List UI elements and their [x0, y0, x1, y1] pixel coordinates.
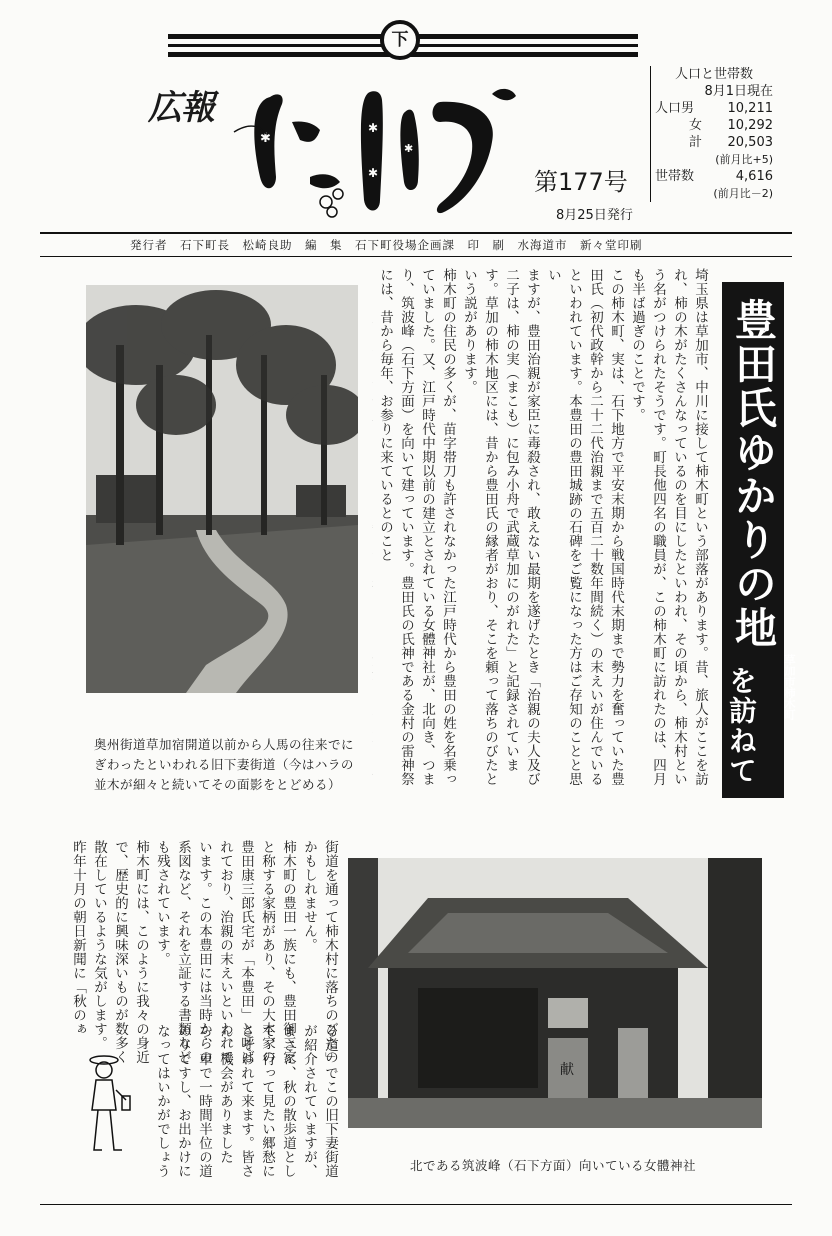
- paragraph: る道」でこの旧下妻街道が紹介されていますが、まさに、秋の散歩道として、行って見たい郷愁にさそわれて来ます。皆さん、機会がありましたら、車で一時間半位の道のりですし、お出かけになってはいかがでしょう: [154, 1024, 338, 1178]
- stats-as-of: 8月1日現在: [704, 84, 773, 99]
- stats-households: 世帯数 4,616: [655, 169, 773, 184]
- photo-shrine-caption: 北である筑波峰（石下方面）向いている女體神社: [410, 1158, 697, 1173]
- article-columns-bottom-continued: [152, 1024, 340, 1184]
- issue-date: 8月25日発行: [556, 208, 633, 223]
- paragraph: 柿木町の豊田一族にも、豊田御三家と称する家柄があり、その大本家の豊田康三郎氏宅が「本豊田」と呼ばれており、治親の末えいといわれています。この本豊田には当時からの系図など、それを立証する書類なども残されています。: [154, 840, 296, 1064]
- paragraph: [372, 268, 374, 790]
- svg-text:✱: ✱: [368, 166, 379, 180]
- paragraph: 柿木町には、このように我々の身近で、歴史的に興味深いものが数多く散在しているような気がします。: [91, 840, 149, 1064]
- photo-old-road-caption: 奥州街道草加宿開道以前から人馬の往来でにぎわったといわれる旧下妻街道（今はハラの並木が細々と続いてその面影をとどめる）: [94, 737, 355, 792]
- paragraph: 街道を通って柿木村に落ちのびたのかもしれません。: [301, 840, 338, 1064]
- issue-number: 第177号: [534, 168, 628, 196]
- paragraph: 柿木町の住民の多くが、苗字帯刀も許されなかった江戸時代から豊田の姓を名乗っていました。又、江戸時代中期以前の建立とされている女體神社が、北向き、つまり、筑波峰（石下方面）を向いて建っています。豊田氏の氏神である金村の雷神祭には、昔から毎年、お参りに来ているとのこと: [377, 268, 456, 786]
- stats-total: 計 20,503: [689, 135, 773, 150]
- title-logo: [230, 82, 550, 222]
- article-columns-top: [372, 268, 710, 790]
- headline-banner: [722, 282, 796, 798]
- header-rule: [40, 256, 792, 257]
- paragraph: 昨年十月の朝日新聞に「秋のぁ: [70, 840, 86, 1036]
- koho-label: 広報: [148, 88, 214, 128]
- stats-households-change: (前月比－2): [713, 187, 773, 200]
- headline-sub: 草加市柿木町: [783, 654, 796, 720]
- paragraph: 埼玉県は草加市、中川に接して柿木町という部落があります。昔、旅人がここを訪れ、柿の木がたくさんなっているのを目にしたといわれ、その頃から、柿木村という名がつけられたそうです。町長他四名の職員が、この柿木町に訪れたのは、四月も半ば過ぎのことです。: [629, 268, 708, 786]
- headline-end: を訪ねて: [725, 666, 758, 786]
- stats-heading: 人口と世帯数: [674, 67, 753, 82]
- photo-old-road: [86, 285, 358, 693]
- stats-total-change: (前月比+5): [715, 153, 773, 166]
- town-emblem: [380, 20, 420, 60]
- publisher-credits: 発行者 石下町長 松崎良助 編 集 石下町役場企画課 印 刷 水海道市 新々堂印刷: [130, 238, 643, 252]
- svg-text:✱: ✱: [368, 121, 379, 135]
- stats-female: 女 10,292: [689, 118, 773, 133]
- svg-text:✱: ✱: [460, 151, 471, 165]
- svg-text:✱: ✱: [260, 131, 271, 146]
- footer-rule: [40, 1204, 792, 1205]
- emblem-glyph: 下: [391, 29, 409, 50]
- paragraph: ますが、豊田治親が家臣に毒殺され、敢えない最期を遂げたとき「治親の夫人及び二子は、柿の実（まこも）に包み小舟で武蔵草加にのがれた」と記録されています。草加の柿木地区には、昔から豊田氏の縁者がおり、そこを頼って落ちのびたという説があります。: [461, 268, 540, 786]
- stats-male: 人口男 10,211: [655, 101, 773, 116]
- shrine-sign: 献: [560, 1062, 574, 1078]
- svg-text:✱: ✱: [404, 142, 414, 155]
- paragraph: この柿木町、実は、石下地方で平安末期から戦国時代末期まで勢力を奮っていた豊田氏（初代政幹から二十二代治親まで五百二十数年間続く）の末えいが住んでいるといわれています。本豊田の豊田城跡の石碑をご覧になった方はご存知のことと思い: [545, 268, 624, 786]
- header-rule: [40, 232, 792, 234]
- walking-man-illustration: [82, 1050, 132, 1160]
- population-stats: [650, 66, 773, 202]
- photo-shrine: [348, 858, 762, 1128]
- headline-main: 豊田氏ゆかりの地: [729, 298, 778, 650]
